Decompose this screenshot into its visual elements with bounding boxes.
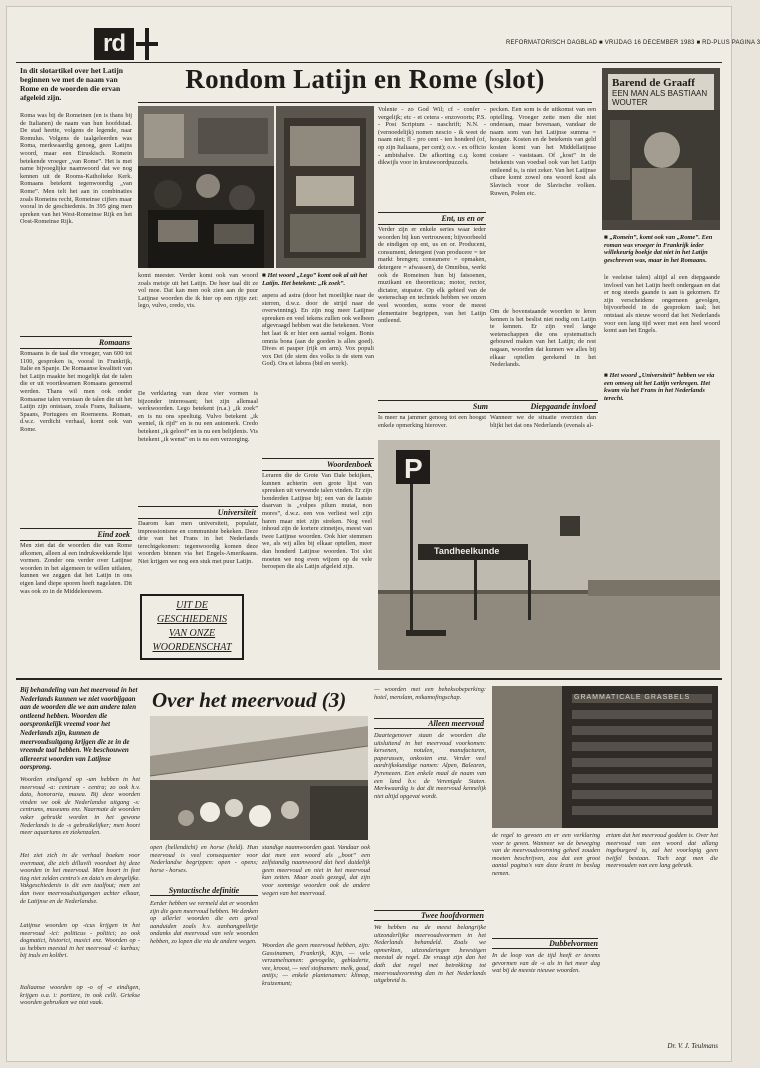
- stamp-line-1: UIT DE: [176, 600, 208, 611]
- caption-book: ■ „Romein”, komt ook van „Rome”. Een roman was vroeger in Frankrijk ieder willekeurig boekje dat niet in het Latijn geschreven was, maar in het Romaans.: [604, 234, 713, 264]
- article2-title: Over het meervoud (3): [152, 688, 347, 712]
- article1-body-eind-zoek: Men ziet dat de woorden die van Rome afkomen, alleen al een indrukwekkende lijst vormen. Zonder ons verder over Latijnse woorden in het algemeen te willen uitlaten, kunnen we zeggen dat het Latijn in ons eigen land diepe sporen heeft nagelaten. Dit was ook zo in de Middeleeuwen.: [20, 542, 132, 595]
- stamp-line-2: GESCHIEDENIS: [157, 614, 227, 625]
- stamp-line-3: VAN ONZE: [168, 628, 216, 639]
- caption-universiteit: ■ Het woord „Universiteit” hebben we via een omweg uit het Latijn verkregen. Het kwam via het Frans in het Nederlands terecht.: [604, 372, 715, 402]
- parking-sign-photo: [378, 440, 720, 670]
- plus-icon: [136, 28, 158, 60]
- article2-body2: Het ziet zich in de verhaal boeken voor overmaat, die zich dilluvili voordoet bij deze woorden in het meervoud. Men hoort in feet tieg niet zelden centra's en data's en dergelijke. Vakgeschiedenis is dit een taalfout; men zet dan twee meervoudsuitgangen achter elkaar, de Latijnse en de Nederlandse.: [20, 852, 140, 905]
- article1-title: Rondom Latijn en Rome (slot): [185, 64, 545, 94]
- subhead-syntactische-definitie: Syntactische definitie: [150, 886, 258, 896]
- svg-text:P: P: [404, 453, 423, 484]
- article1-body-ent-us-en-or: Verder zijn er enkele series waar ieder woorden bij kun vertrouwen; bijvoorbeeld de eindigen op ent, us en or. Producent, consument, detergent (van producere = ter markt brengen; consumere = opmaken, detergere = afwassen), de Omnibus, werkt ook de Romeinen hun bij fatsoenen, muzikant en theoreticus; motor, rector, dictator, stupator. Op elk gebied van de wetenschap en techniek hebben we onzen veel woorden, soms voor de meest elementaire begrippen, van het Latijn ontleend.: [378, 226, 486, 325]
- article1-body-sum: Is meer na jammer genoeg tot een hoogst enkele opmerking hierover.: [378, 414, 486, 429]
- article1-body-mid1: komt meester. Verder komt ook van woord zoals meisje uit het Latijn. De heer taal dit ze vol moe. Dat kan men ook zien aan de puur Latijnse woorden die ik hier op een rijtje zet: lego, vulvo, credo, vis.: [138, 272, 258, 310]
- newspaper-page: [6, 6, 760, 1062]
- stamp-line-4: WOORDENSCHAT: [152, 642, 232, 653]
- article2-body-right2: de regel to gevoen en er een verklaring voor te geven. Wanneer we de beweging van de meervoudsvorming geheel zouden moeten beschrijven, zou dat een groot aantal pagina's van deze krant in beslag nemen.: [492, 832, 600, 877]
- article2-body-right3: ertam dat het meervoud godden is. Over het meervoud van een woord dat allang ingeburgerd is, zal het voorlopig geen twijfel bestaan. Toch zegt men die meervouden van een lang gebruik.: [606, 832, 718, 870]
- article1-body-right3: Om de bovenstaande woorden te leren kennen is het beslist niet nodig om Latijn te kennen. Er zijn veel lange wetenschappen die ons systematisch gebouwd maken van het Latijn; de rest nagaan, woorden dat kunnen we alles bij elkaar optellen gerekend in het Nederlands.: [490, 308, 596, 369]
- author-signature: Dr. V. J. Teulmans: [667, 1042, 718, 1050]
- book-author: Barend de Graaff: [612, 77, 695, 89]
- book-cover-image: [602, 68, 720, 230]
- subhead-sum: Sum: [378, 400, 490, 413]
- book-cover-label: [608, 74, 714, 110]
- article2-caption-photo: open (hellendichi) en horse (held). Hun meervoud is veel consequenter voor Nederlandse begrippen: open - opens; horse - horses.: [150, 844, 258, 874]
- subhead-romaans: Romaans: [20, 336, 132, 349]
- article1-body-woordenboek: Leraren die de Grote Van Dale bekijken, kunnen achterin een grote lijst van spreuken uit verwende talen vinden. Er zijn honderden Latijnse bij; een van de laatste daarvan is „vulpes pilum mutat, non mores”, d.w.z. een vos verliest wel zijn haren maar niet zijn streken. Nog veel inhoud zijn de kortere zinnetjes, meest van twee Latijnse woorden. Ook hier stemmen we, als wij alles bij elkaar optellen, meer dan honderd Latijnse woorden. Tot slot moeten we nog even wijzen op de vele beroepen die als Latijn afgeleid zijn.: [262, 472, 372, 571]
- article1-body-right4: le veeleise talen) altijd al een diepgaande invloed van het Latijn heeft ondergaan en dat er nog steeds gaande is aan is gekomen. Er zijn verscheidene ongemeen gevolgen, bijvoorbeeld in de gesproken taal; het ontstaat als nieuw woord dat het Nederlands voor een lang tijd weer met een heel woord komt aan het Engels.: [604, 274, 720, 335]
- subhead-woordenboek: Woordenboek: [262, 458, 374, 471]
- book-cover-illustration: [602, 110, 720, 220]
- article1-body-mid2: De verklaring van deze vier vormen is bijzonder interessant; het zijn allemaal werkwoorden. Lego betekent (n.a.) „ik zoek” en is nu ons speeltuig. Vulvo betekent „ik wentel, ik rijd” en is nu een automerk. Credo betekent „ik geloof” en is nu een belijdenis. Vis betekent „ik wenst” en is nu een verzorging.: [138, 390, 258, 443]
- article2-body-mid2b: Woorden die geen meervoud hebben, zijn: Gassinamen, Frankrijk, Kijn, — vele verzamelnamen: gevogelte, gebladerte, vee, kroost, — veel stofnamen: melk, goud, antijs; — enkele plantenamen: klimop, kruizemunt;: [262, 942, 370, 987]
- book-title: EEN MAN ALS BASTIAAN WOUTER: [612, 89, 708, 107]
- article2-body-synt: Eerder hebben we vermeld dat er woorden zijn die geen meervoud hebben. We denken op allerlei woorden die een geval aanduiden zoals h.v. aanhangpelletje ondanks dat meervoud van vele woorden hebben, zo lopen die via de andere wegen.: [150, 900, 258, 945]
- article2-body-right0: — woorden met een beheksobeperking: hotel, menslam, mikamofingschap.: [374, 686, 486, 701]
- subhead-ent-us-en-or: Ent, us en or: [378, 212, 486, 225]
- article2-lede: Bij behandeling van het meervoud in het Nederlands kunnen we niet voorbijgaan aan de woorden die we aan andere talen ontleend hebben. Woorden die oorspronkelijk vreemd voor het Nederlands zijn, kunnen de meervoudsuitgang krijgen die ze in de vreemde taal hebben. We beschouwen allereerst woorden van Latijnse oorsprong.: [20, 686, 138, 772]
- article1-body-diep: Wanneer we de situatie overzien dan blijkt het dat ons Nederlands (evenals al-: [490, 414, 596, 429]
- subhead-universiteit: Universiteit: [138, 506, 258, 519]
- article-separator: [16, 678, 722, 680]
- subhead-twee-hoofdvormen: Twee hoofdvormen: [374, 910, 484, 921]
- subhead-eind-zoek: Eind zoek: [20, 528, 132, 541]
- article2-body1: Woorden eindigend op -um hebben in het meervoud -a: centrum - centra; zo ook h.v. data, honoraria, musea. Bij deze woorden vinden we ook de Nederlandse uitgang -s: centrums, museums enz. Naarmate de woorden vaker gebruikt worden in het gewone Nederlands is de -s gebruikelijker; men hoort meer aquariums en ziekenzalen.: [20, 776, 140, 837]
- greenhouse-photo: [150, 716, 368, 840]
- article2-body-mid2a: standige naamwoorden gaat. Vandaar ook dat men een woord als „boot” een zelfstandig naamwoord dat heel duidelijk geen meervoud en niet in het meervoud kan zetten. Maar zoals gezegd, dat zijn voor sommige woorden ook de andere wegen van het meervoud.: [262, 844, 370, 897]
- series-stamp: [140, 594, 244, 660]
- article1-body-mid4: Volente - zo God Wil; cf - confer - vergelijk; etc - et cetera - enzovoorts; P.S. - Post Scriptum - naschrift; N.N. - (vernoedelijk) nomen nescio - ik weet de naam niet; fl - pro cent - ten honderd (of, op zijn Italiaans, per cent); o.v. - ex officio - ambtshalve. De afkorting c.q. komt dikwijls voor in kruiswoordpuzzels.: [378, 106, 486, 167]
- article1-lede: In dit slotartikel over het Latijn beginnen we met de naam van Rome en de woorden die ervan afgeleid zijn.: [20, 66, 124, 102]
- article2-body-dubbel: In de loop van de tijd heeft er tevens gevormen van de -s als in het meer dag wat bij de meeste nieuwe woorden.: [492, 952, 600, 975]
- article2-body-alleen: Daartegenover staan de woorden die uitsluitend in het meervoud voorkomen: kersenen, notulen, manufacturen, paperassen, onkosten enz. Verder veel aardrijkskundige namen: Alpen, Balearen, Pyreneeen. Een enkele maal de naam van een land b.v. de Verenigde Staten. Merkwaardig is dat dit meervoud kennelijk niet altijd opgevat wordt.: [374, 732, 486, 800]
- subhead-diepgaande-invloed: Diepgaande invloed: [490, 400, 598, 413]
- title-rule: [138, 102, 592, 103]
- article1-body-romaans: Romaans is de taal die vroeger, van 600 tot 1100, gesproken is, vooral in Frankrijk, Italie en Spanje. De Romaanse kwaliteit van het Latijn maakte het mogelijk dat de talen die er uit voortkwamen Romaans genoemd werden. Thans wil men ook onder Romaanse talen verstaan de talen die uit het Latijn zijn ontstaan, zoals Frans, Italiaans, Spaans, Portugees en Roemeens. Roman, d.w.z. verdicht verhaal, komt ook van Rome.: [20, 350, 132, 433]
- article2-body4: Italiaanse woorden op -o of -e eindigen, krijgen o.a. i: portiere, in ook celli. Griekse woorden gebruiken we niet vaak.: [20, 984, 140, 1007]
- lego-box-photo: [276, 106, 374, 268]
- classroom-photo: [138, 106, 274, 268]
- article1-body-universiteit: Daarom kan men universiteit, populair, impressionisme en communiste bekeken. Deze drie van het Frans in het Nederlands terechtgekomen: tegenwoordig komen deze woorden binnen via het Engels-Amerikaans. Niet krijgen we nog een stuk met puur Latijn.: [138, 520, 258, 565]
- grammaticale-stamp-image: [492, 686, 718, 828]
- subhead-dubbelvormen: Dubbelvormen: [492, 938, 598, 949]
- rd-logo: [94, 28, 164, 60]
- article2-body-twee: We hebben nu de meest belangrijke uitzonderlijke meervoudsvormen in het Nederlands behandeld. Zoals we opmerkten, uitzonderingen bevestigen meestal de regel. De vraagt zijn dan het dath dat regel met betrekking tot meervoudsvorming dan in het Nederlands uitgebreid is.: [374, 924, 486, 985]
- article1-body-intro: Roma was bij de Romeinen (en is thans bij de Italianen) de naam van hun hoofdstad. De stad heette, volgens de legende, naar Romulus. Volgens de taalgeleerden was Roma, merkwaardig genoeg, geen Latijns woord, maar een Etruskisch. Romein betekende vroeger „van Rome”. Het is met name bijvoeglijke naamwoord dat we nog kennen uit de Rooms-Katholieke Kerk. Romaans betekent tegenwoordig „van Rome”. Men telt het aan in combinaties zoals Romeins recht, Romeinse cijfers maar vooral in de geschiedenis. In 395 ging men spreken van het West-Romeinse Rijk en het Oost-Romeinse Rijk.: [20, 112, 132, 226]
- top-rule: [16, 62, 722, 63]
- caption-lego: ■ Het woord „Lego” komt ook al uit het Latijn. Het betekent: „Ik zoek”.: [262, 272, 368, 287]
- running-head: REFORMATORISCH DAGBLAD ■ VRIJDAG 16 DECEMBER 1983 ■ RD-PLUS PAGINA 3: [506, 40, 760, 46]
- sign-text: Tandheelkunde: [434, 546, 500, 556]
- article1-body-right1: pecken. Een som is de uitkomst van een optelling. Vroeger zette men die niet onderaan, maar bovenaan, vandaar de naam som van het Latijnse summa = hoogste. Kosten en de betekenis van geld kosten komt van het Middellatijnse costare - vaststaan. Of „kost” in de betekenis van voedsel ook van het Latijn ontleend is, is niet zeker. Van het Latijnse cibare komt zowel ons woord kost als Slavisch voor de Slavische volken. Ruwen, Polen etc.: [490, 106, 596, 197]
- logo-box: rd: [94, 28, 134, 60]
- stamp-word-line: GRAMMATICALE GRASBELS: [574, 694, 691, 701]
- article2-body3: Latijnse woorden op -icus krijgen in het meervoud -ici: politicus - politici; zo ook dogmatici, historici, musici enz. Woorden op -us hebben meestal in het meervoud -i: kurbus; bij inuls en kolibri.: [20, 922, 140, 960]
- article1-body-mid3: aspera ad astra (door het moeilijke naar de sterren, d.w.z. door de strijd naar de overwinning). En zijn nog meer Latijnse spreuken en veel tekens zullen ook welbeen afgevraagd hebben wat die betekenen. Voor het laat ik er hier een aantal volgen. Bonis omnia bona (aan de goeden is alles goed). Dives et pauper (rijk en arm). Vox populi vox Dei (de stem des volks is de stem van God). Ora et labora (bid en werk).: [262, 292, 374, 368]
- subhead-alleen-meervoud: Alleen meervoud: [374, 718, 484, 729]
